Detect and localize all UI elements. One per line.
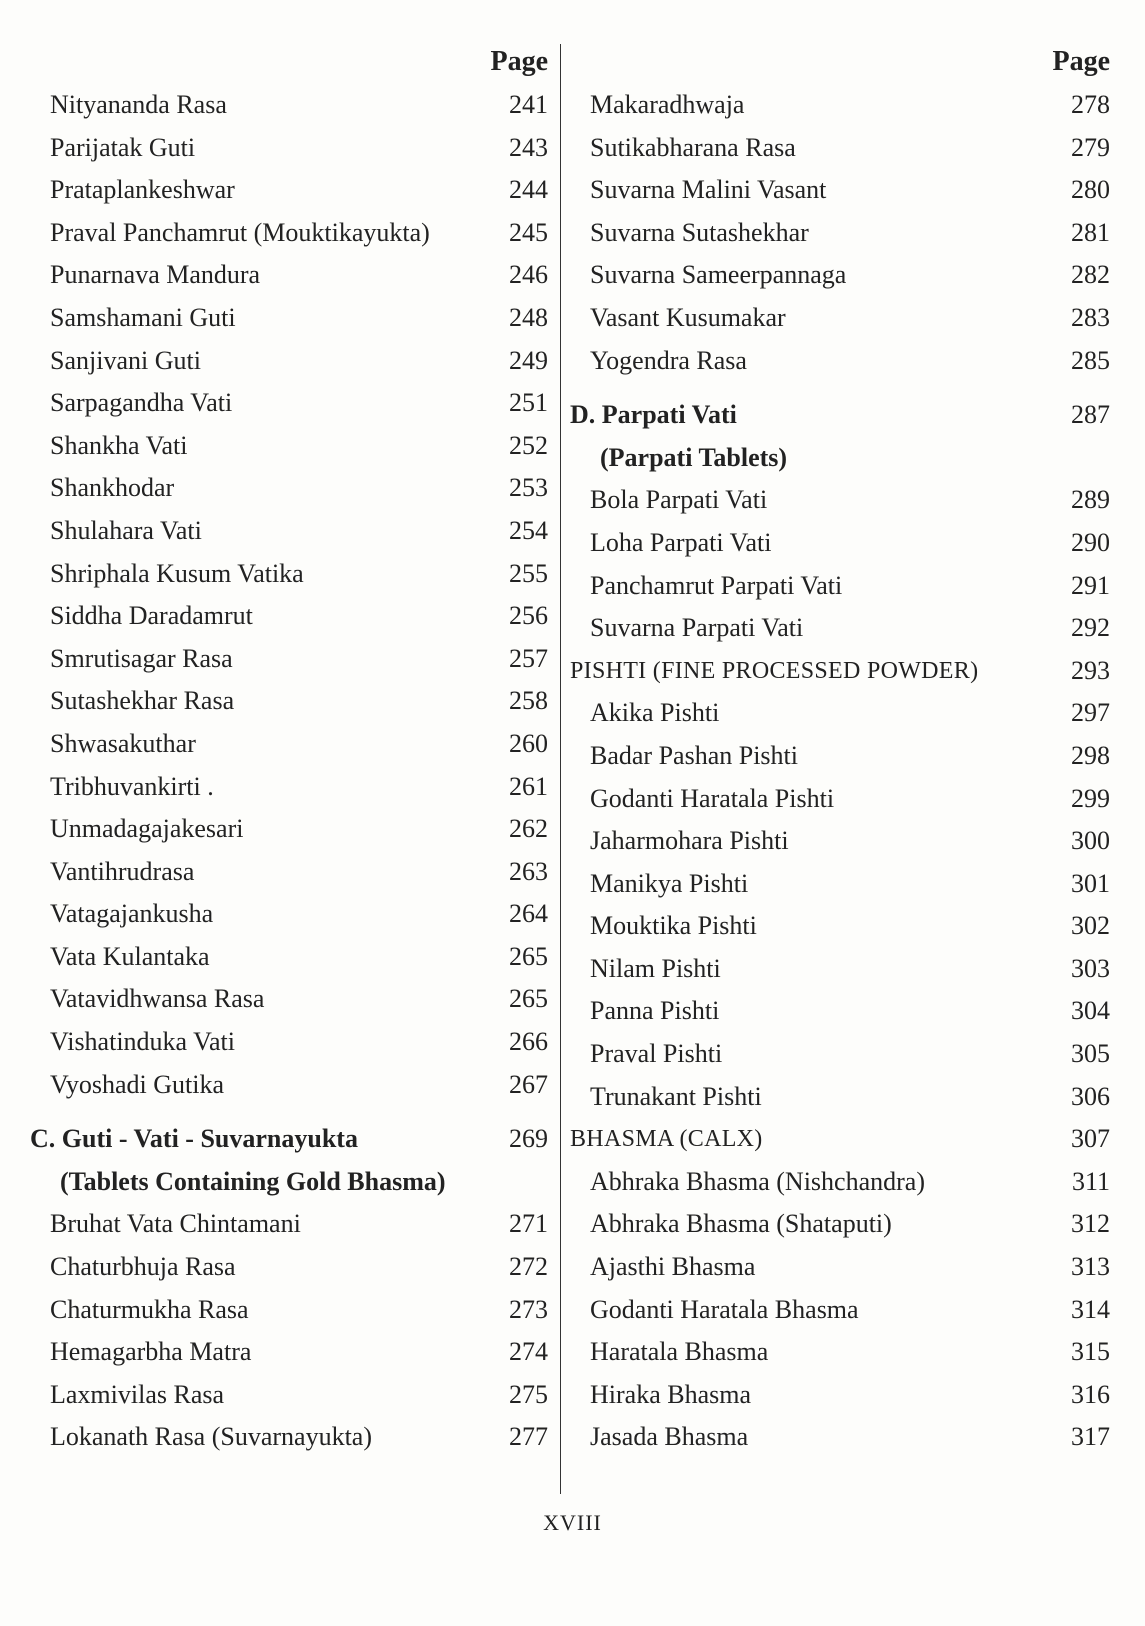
entry-page: 282 xyxy=(1071,260,1110,290)
entry-name: Trunakant Pishti xyxy=(590,1081,762,1111)
entry-name: Panna Pishti xyxy=(590,996,720,1026)
entry-name: Haratala Bhasma xyxy=(590,1337,769,1367)
entry-name: Godanti Haratala Pishti xyxy=(590,783,835,813)
entry-name: Chaturbhuja Rasa xyxy=(50,1252,236,1282)
section-heading-c xyxy=(30,1118,548,1161)
entry-page: 281 xyxy=(1071,217,1110,247)
entry-page: 303 xyxy=(1071,953,1110,983)
index-entry xyxy=(570,84,1110,127)
entry-name: Jasada Bhasma xyxy=(590,1422,749,1452)
entry-page: 283 xyxy=(1071,302,1110,332)
entry-name: Vyoshadi Gutika xyxy=(50,1069,225,1099)
entry-page: 274 xyxy=(509,1337,548,1367)
entry-name: Makaradhwaja xyxy=(590,90,745,119)
index-entry xyxy=(570,340,1110,383)
index-entry xyxy=(30,297,548,340)
index-entry xyxy=(570,948,1110,991)
index-entry xyxy=(570,778,1110,821)
index-entry xyxy=(570,1033,1110,1076)
entry-name: Punarnava Mandura xyxy=(50,260,261,290)
entry-page: 300 xyxy=(1071,826,1110,856)
entry-page: 241 xyxy=(509,90,548,119)
index-entry xyxy=(30,808,548,851)
index-entry xyxy=(570,1161,1110,1204)
entry-page: 245 xyxy=(509,217,548,247)
right-column xyxy=(570,40,1110,1459)
section-page: 293 xyxy=(1071,655,1110,685)
index-entry xyxy=(30,1064,548,1107)
entry-name: Ajasthi Bhasma xyxy=(590,1252,756,1282)
index-entry xyxy=(30,680,548,723)
entry-page: 316 xyxy=(1071,1379,1110,1409)
page-footer-number: XVIII xyxy=(543,1510,602,1535)
entry-page: 262 xyxy=(509,814,548,844)
index-entry xyxy=(30,1021,548,1064)
entry-name: Jaharmohara Pishti xyxy=(590,826,789,856)
entry-name: Hiraka Bhasma xyxy=(590,1379,752,1409)
entry-name: Abhraka Bhasma (Shataputi) xyxy=(590,1209,892,1239)
index-entry xyxy=(30,1416,548,1459)
entry-page: 297 xyxy=(1071,698,1110,728)
index-entry xyxy=(570,990,1110,1033)
section-subtitle-c xyxy=(30,1161,548,1204)
entry-name: Vishatinduka Vati xyxy=(50,1027,235,1057)
entry-page: 265 xyxy=(509,941,548,971)
entry-name: Unmadagajakesari xyxy=(50,814,244,844)
index-entry xyxy=(30,510,548,553)
index-entry xyxy=(570,1374,1110,1417)
entry-page: 304 xyxy=(1071,996,1110,1026)
index-entry xyxy=(570,297,1110,340)
index-entry xyxy=(30,340,548,383)
section-c-entries xyxy=(30,1203,548,1459)
entry-name: Prataplankeshwar xyxy=(50,175,235,205)
section-heading-pishti xyxy=(570,650,1110,693)
entry-name: Panchamrut Parpati Vati xyxy=(590,570,843,600)
page-heading: Page xyxy=(1052,46,1110,77)
entry-name: Tribhuvankirti . xyxy=(50,771,214,801)
entry-name: Shwasakuthar xyxy=(50,728,196,758)
right-page-heading-row xyxy=(570,40,1110,84)
index-entry xyxy=(30,595,548,638)
index-entry xyxy=(30,553,548,596)
entry-name: Suvarna Parpati Vati xyxy=(590,613,804,643)
index-entry xyxy=(30,1289,548,1332)
index-entry xyxy=(30,425,548,468)
left-page-heading-row xyxy=(30,40,548,84)
entry-name: Siddha Daradamrut xyxy=(50,601,253,631)
entry-name: Badar Pashan Pishti xyxy=(590,740,798,770)
index-entry xyxy=(30,127,548,170)
section-subtitle-d xyxy=(570,437,1110,480)
entry-name: Loha Parpati Vati xyxy=(590,527,772,557)
index-entry xyxy=(570,254,1110,297)
entry-page: 265 xyxy=(509,984,548,1014)
entry-page: 264 xyxy=(509,899,548,929)
entry-name: Manikya Pishti xyxy=(590,868,749,898)
left-column xyxy=(30,40,548,1459)
entry-name: Samshamani Guti xyxy=(50,302,236,332)
index-entry xyxy=(570,479,1110,522)
index-entry xyxy=(570,522,1110,565)
entry-name: Lokanath Rasa (Suvarnayukta) xyxy=(50,1422,373,1452)
entry-page: 256 xyxy=(509,601,548,631)
index-entry xyxy=(570,1076,1110,1119)
entry-name: Laxmivilas Rasa xyxy=(50,1379,225,1409)
index-entry xyxy=(570,863,1110,906)
entry-page: 248 xyxy=(509,302,548,332)
entry-page: 275 xyxy=(509,1379,548,1409)
entry-page: 299 xyxy=(1071,783,1110,813)
entry-name: Suvarna Malini Vasant xyxy=(590,175,827,205)
entry-page: 291 xyxy=(1071,570,1110,600)
entry-name: Sutikabharana Rasa xyxy=(590,132,796,162)
entry-name: Hemagarbha Matra xyxy=(50,1337,252,1367)
entry-name: Nityananda Rasa xyxy=(50,90,227,119)
entry-page: 277 xyxy=(509,1422,548,1452)
entry-name: Vata Kulantaka xyxy=(50,941,210,971)
index-entry xyxy=(30,936,548,979)
entry-page: 285 xyxy=(1071,345,1110,375)
entry-name: Abhraka Bhasma (Nishchandra) xyxy=(590,1166,925,1196)
entry-page: 280 xyxy=(1071,175,1110,205)
entry-name: Suvarna Sutashekhar xyxy=(590,217,809,247)
entry-page: 292 xyxy=(1071,613,1110,643)
entry-page: 317 xyxy=(1071,1422,1110,1452)
entry-page: 252 xyxy=(509,430,548,460)
right-entries xyxy=(570,84,1110,382)
entry-page: 313 xyxy=(1071,1252,1110,1282)
index-entry xyxy=(570,1289,1110,1332)
section-d-entries xyxy=(570,479,1110,649)
entry-name: Shulahara Vati xyxy=(50,515,202,545)
section-heading-d xyxy=(570,394,1110,437)
entry-page: 302 xyxy=(1071,911,1110,941)
entry-name: Bruhat Vata Chintamani xyxy=(50,1209,301,1239)
section-page: 269 xyxy=(509,1124,548,1154)
entry-page: 266 xyxy=(509,1027,548,1057)
entry-page: 255 xyxy=(509,558,548,588)
entry-page: 271 xyxy=(509,1209,548,1239)
entry-name: Sanjivani Guti xyxy=(50,345,201,375)
entry-page: 253 xyxy=(509,473,548,503)
section-bhasma-entries xyxy=(570,1161,1110,1459)
entry-name: Vatagajankusha xyxy=(50,899,214,929)
entry-page: 257 xyxy=(509,643,548,673)
entry-page: 278 xyxy=(1071,90,1110,119)
section-pishti-entries xyxy=(570,692,1110,1118)
index-entry xyxy=(30,467,548,510)
section-title: PISHTI (FINE PROCESSED POWDER) xyxy=(570,657,979,684)
entry-name: Chaturmukha Rasa xyxy=(50,1294,249,1324)
entry-page: 243 xyxy=(509,132,548,162)
entry-page: 290 xyxy=(1071,527,1110,557)
entry-page: 249 xyxy=(509,345,548,375)
index-entry xyxy=(570,565,1110,608)
index-entry xyxy=(30,851,548,894)
entry-name: Sarpagandha Vati xyxy=(50,388,233,418)
index-entry xyxy=(30,638,548,681)
entry-page: 279 xyxy=(1071,132,1110,162)
section-title: BHASMA (CALX) xyxy=(570,1126,763,1153)
entry-name: Godanti Haratala Bhasma xyxy=(590,1294,859,1324)
entry-name: Smrutisagar Rasa xyxy=(50,643,233,673)
entry-name: Sutashekhar Rasa xyxy=(50,686,235,716)
entry-page: 246 xyxy=(509,260,548,290)
entry-name: Shankha Vati xyxy=(50,430,188,460)
index-entry xyxy=(570,1203,1110,1246)
entry-page: 260 xyxy=(509,728,548,758)
index-entry xyxy=(570,735,1110,778)
index-entry xyxy=(570,692,1110,735)
entry-page: 311 xyxy=(1071,1166,1110,1196)
entry-page: 251 xyxy=(509,388,548,418)
entry-page: 301 xyxy=(1071,868,1110,898)
index-entry xyxy=(30,1203,548,1246)
index-entry xyxy=(30,1246,548,1289)
index-entry xyxy=(570,127,1110,170)
section-subtitle: (Parpati Tablets) xyxy=(600,442,788,472)
entry-name: Suvarna Sameerpannaga xyxy=(590,260,847,290)
section-title: C. Guti - Vati - Suvarnayukta xyxy=(30,1124,358,1154)
index-entry xyxy=(30,1374,548,1417)
column-divider xyxy=(560,44,561,1494)
index-entry xyxy=(30,254,548,297)
entry-page: 272 xyxy=(509,1252,548,1282)
entry-name: Mouktika Pishti xyxy=(590,911,757,941)
entry-name: Yogendra Rasa xyxy=(590,345,747,375)
page-heading: Page xyxy=(490,46,548,77)
entry-name: Bola Parpati Vati xyxy=(590,485,768,515)
index-entry xyxy=(570,1246,1110,1289)
index-entry xyxy=(30,84,548,127)
entry-name: Shriphala Kusum Vatika xyxy=(50,558,304,588)
entry-page: 305 xyxy=(1071,1039,1110,1069)
entry-name: Praval Pishti xyxy=(590,1039,723,1069)
index-entry xyxy=(570,1416,1110,1459)
entry-name: Vantihrudrasa xyxy=(50,856,195,886)
index-entry xyxy=(570,820,1110,863)
entry-page: 261 xyxy=(509,771,548,801)
index-entry xyxy=(30,766,548,809)
entry-name: Vasant Kusumakar xyxy=(590,302,786,332)
section-page: 307 xyxy=(1071,1124,1110,1154)
entry-page: 263 xyxy=(509,856,548,886)
index-entry xyxy=(30,893,548,936)
entry-name: Praval Panchamrut (Mouktikayukta) xyxy=(50,217,430,247)
entry-name: Akika Pishti xyxy=(590,698,720,728)
index-entry xyxy=(30,723,548,766)
section-title: D. Parpati Vati xyxy=(570,400,737,430)
index-entry xyxy=(570,607,1110,650)
entry-name: Shankhodar xyxy=(50,473,175,503)
entry-name: Parijatak Guti xyxy=(50,132,196,162)
entry-page: 258 xyxy=(509,686,548,716)
index-entry xyxy=(570,169,1110,212)
index-entry xyxy=(30,978,548,1021)
entry-page: 267 xyxy=(509,1069,548,1099)
entry-page: 298 xyxy=(1071,740,1110,770)
index-entry xyxy=(570,905,1110,948)
entry-page: 312 xyxy=(1071,1209,1110,1239)
entry-page: 273 xyxy=(509,1294,548,1324)
left-entries xyxy=(30,84,548,1106)
section-subtitle: (Tablets Containing Gold Bhasma) xyxy=(60,1166,446,1196)
entry-page: 314 xyxy=(1071,1294,1110,1324)
index-entry xyxy=(30,212,548,255)
entry-name: Nilam Pishti xyxy=(590,953,721,983)
index-entry xyxy=(30,1331,548,1374)
entry-page: 289 xyxy=(1071,485,1110,515)
index-entry xyxy=(570,212,1110,255)
entry-name: Vatavidhwansa Rasa xyxy=(50,984,265,1014)
entry-page: 306 xyxy=(1071,1081,1110,1111)
index-entry xyxy=(570,1331,1110,1374)
index-entry xyxy=(30,382,548,425)
entry-page: 254 xyxy=(509,515,548,545)
entry-page: 315 xyxy=(1071,1337,1110,1367)
section-page: 287 xyxy=(1071,400,1110,430)
entry-page: 244 xyxy=(509,175,548,205)
index-entry xyxy=(30,169,548,212)
section-heading-bhasma xyxy=(570,1118,1110,1161)
